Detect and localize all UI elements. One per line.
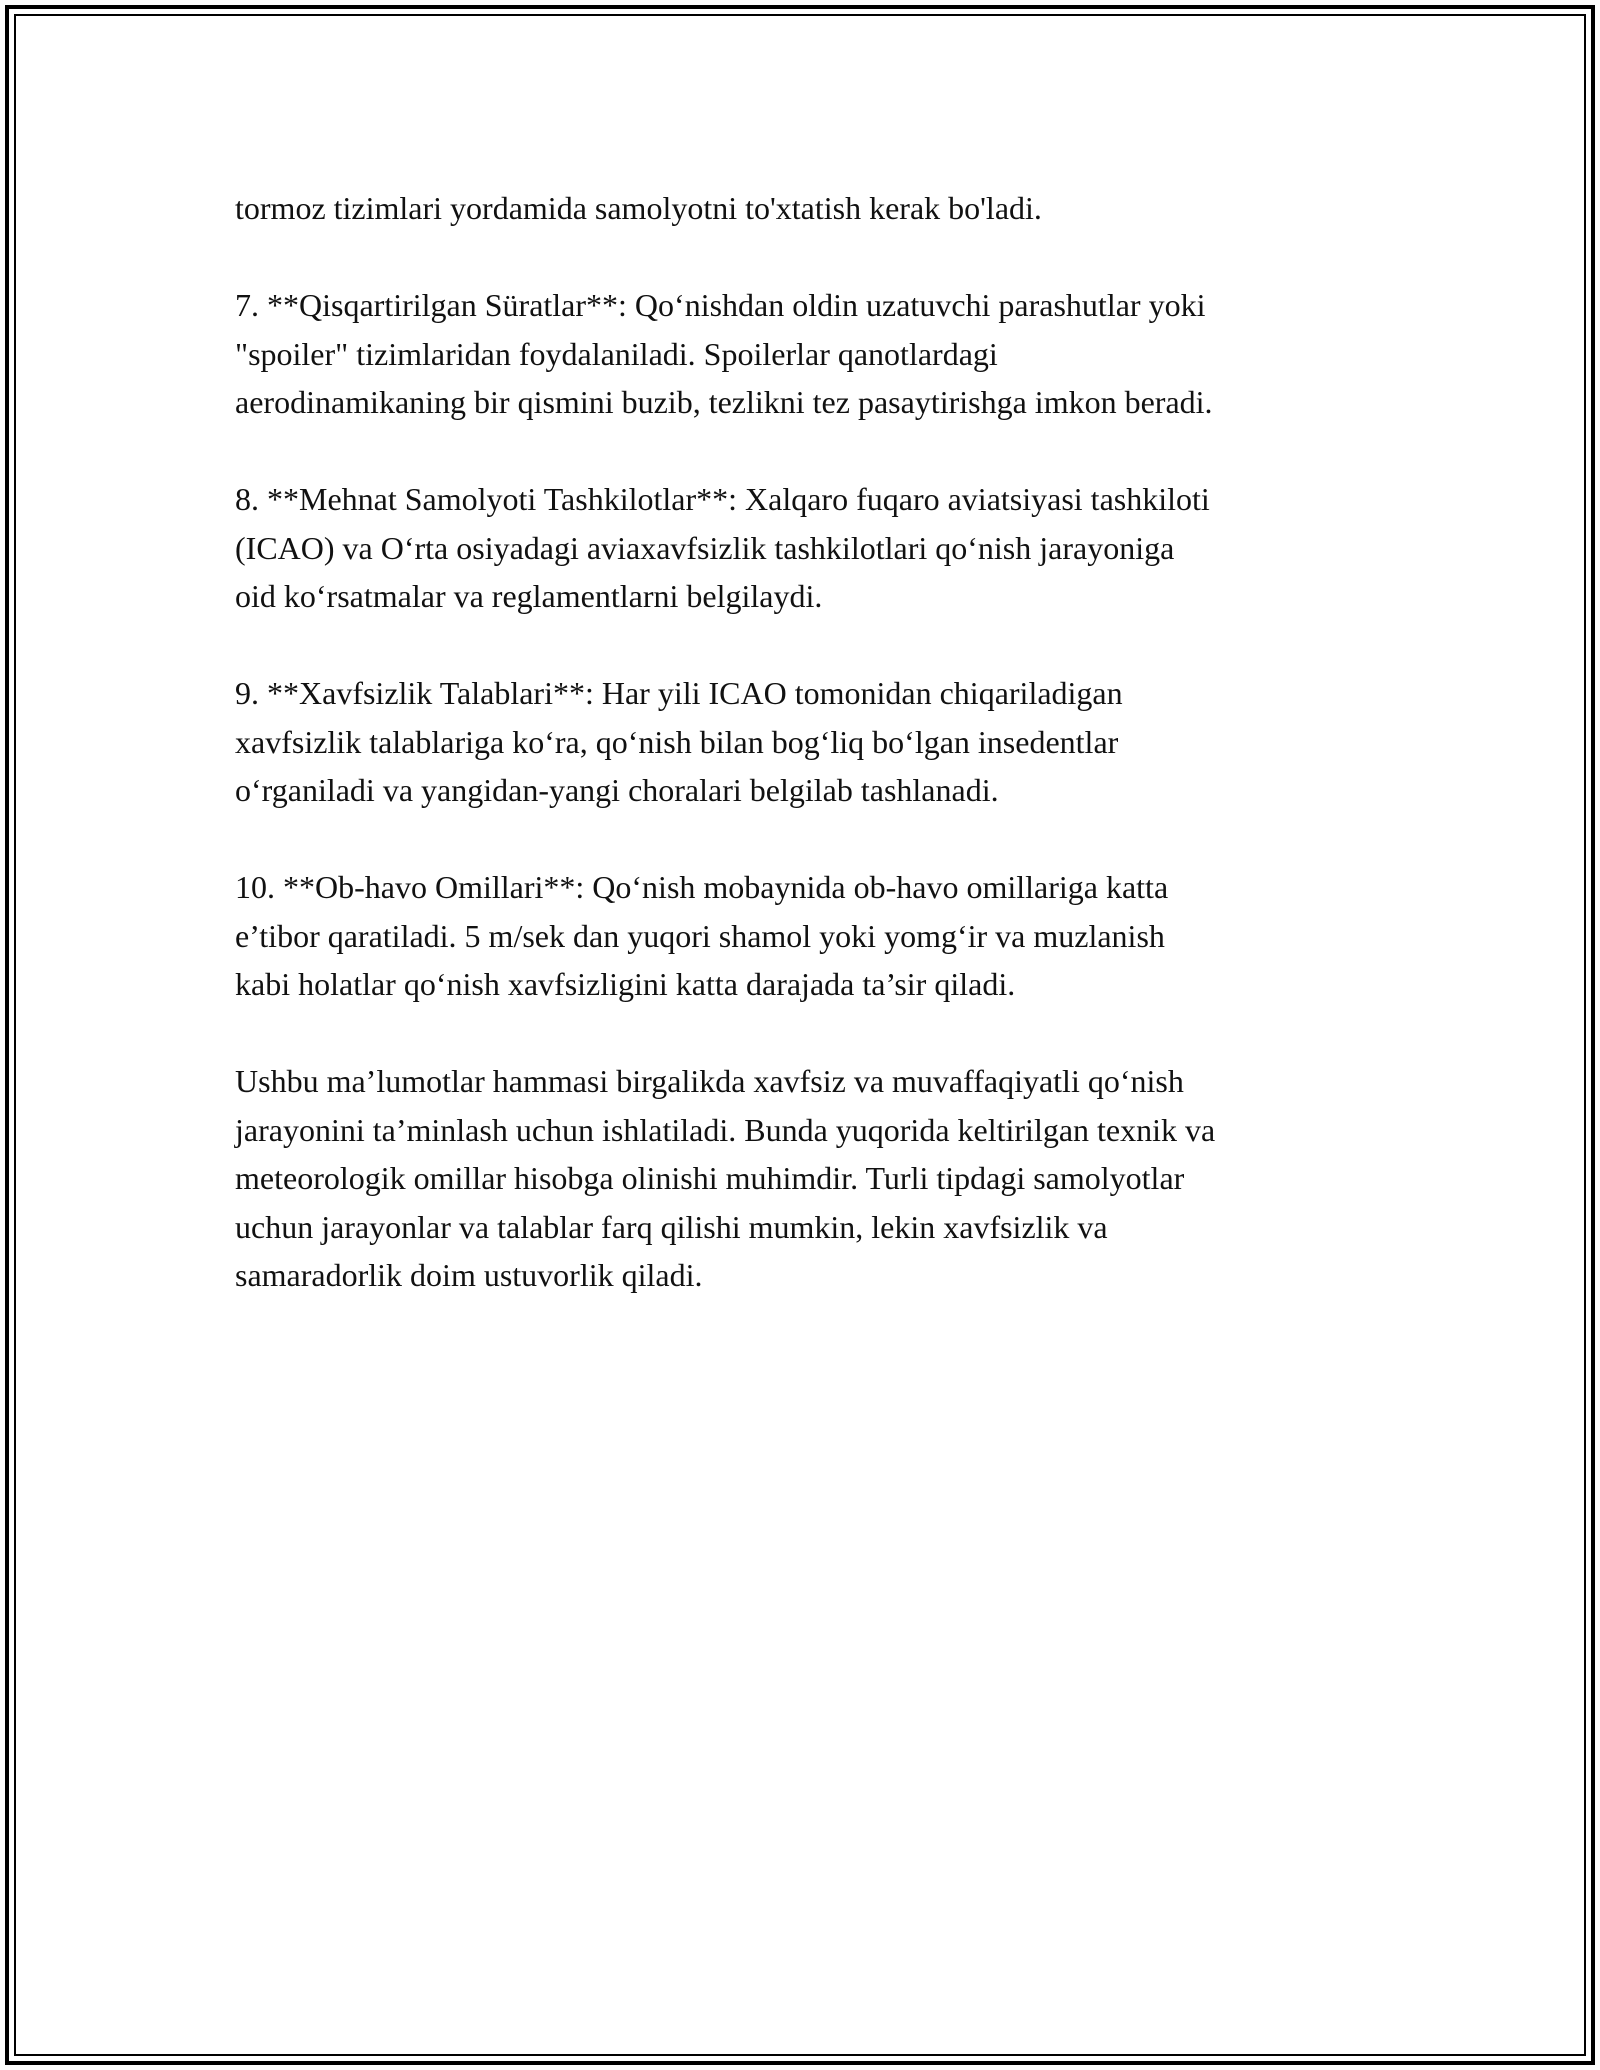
text-line: uchun jarayonlar va talablar farq qilishi mumkin, lekin xavfsizlik va [235, 1208, 1108, 1245]
paragraph-item-10 [235, 863, 1370, 1009]
text-line: 7. **Qisqartirilgan Süratlar**: Qo‘nishdan oldin uzatuvchi parashutlar yoki [235, 287, 1206, 323]
paragraph-item-8 [235, 475, 1370, 621]
document-body [235, 184, 1370, 1348]
text-line: (ICAO) va O‘rta osiyadagi aviaxavfsizlik tashkilotlari qo‘nish jarayoniga [235, 529, 1175, 566]
text-line: e’tibor qaratiladi. 5 m/sek dan yuqori shamol yoki yomg‘ir va muzlanish [235, 917, 1165, 954]
text-line: xavfsizlik talablariga ko‘ra, qo‘nish bilan bog‘liq bo‘lgan insedentlar [235, 723, 1119, 760]
paragraph-conclusion [235, 1057, 1370, 1300]
text-line: tormoz tizimlari yordamida samolyotni to'xtatish kerak bo'ladi. [235, 190, 1042, 226]
text-line: 9. **Xavfsizlik Talablari**: Har yili ICAO tomonidan chiqariladigan [235, 675, 1123, 711]
paragraph-intro-continuation [235, 184, 1370, 233]
text-line: kabi holatlar qo‘nish xavfsizligini katta darajada ta’sir qiladi. [235, 966, 1016, 1002]
text-line: Ushbu ma’lumotlar hammasi birgalikda xavfsiz va muvaffaqiyatli qo‘nish [235, 1063, 1184, 1099]
text-line: samaradorlik doim ustuvorlik qiladi. [235, 1257, 703, 1293]
text-line: 10. **Ob-havo Omillari**: Qo‘nish mobaynida ob-havo omillariga katta [235, 869, 1169, 905]
paragraph-item-9 [235, 669, 1370, 815]
text-line: oid ko‘rsatmalar va reglamentlarni belgilaydi. [235, 578, 823, 614]
paragraph-item-7 [235, 281, 1370, 427]
text-line: aerodinamikaning bir qismini buzib, tezlikni tez pasaytirishga imkon beradi. [235, 384, 1213, 420]
text-line: "spoiler" tizimlaridan foydalaniladi. Spoilerlar qanotlardagi [235, 335, 998, 372]
text-line: 8. **Mehnat Samolyoti Tashkilotlar**: Xalqaro fuqaro aviatsiyasi tashkiloti [235, 481, 1210, 517]
text-line: o‘rganiladi va yangidan-yangi choralari belgilab tashlanadi. [235, 772, 999, 808]
text-line: meteorologik omillar hisobga olinishi muhimdir. Turli tipdagi samolyotlar [235, 1160, 1185, 1196]
text-line: jarayonini ta’minlash uchun ishlatiladi. Bunda yuqorida keltirilgan texnik va [235, 1111, 1216, 1148]
